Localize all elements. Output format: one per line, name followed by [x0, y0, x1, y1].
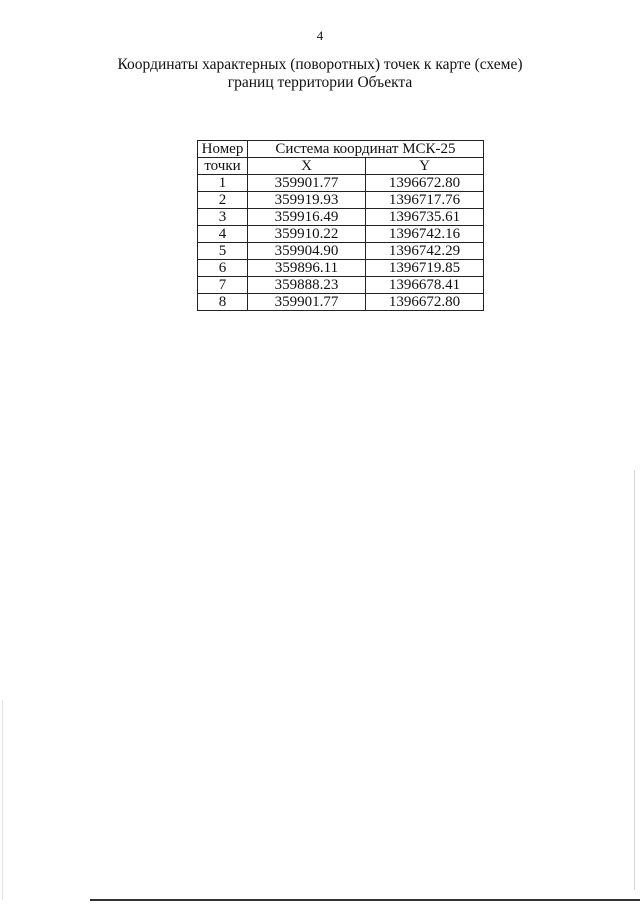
title-line-1: Координаты характерных (поворотных) точек к карте (схеме) [117, 56, 523, 73]
cell-y: 1396742.16 [366, 226, 484, 243]
cell-x: 359904.90 [248, 243, 366, 260]
table-row [198, 277, 484, 294]
cell-y: 1396719.85 [366, 260, 484, 277]
cell-x: 359910.22 [248, 226, 366, 243]
cell-y: 1396735.61 [366, 209, 484, 226]
header-number-line2: точки [198, 158, 248, 175]
cell-y: 1396742.29 [366, 243, 484, 260]
cell-x: 359901.77 [248, 294, 366, 311]
cell-x: 359896.11 [248, 260, 366, 277]
cell-x: 359919.93 [248, 192, 366, 209]
page-number: 4 [316, 28, 324, 43]
scan-artifact-bottom [90, 899, 640, 901]
table-row [198, 226, 484, 243]
table-row [198, 243, 484, 260]
cell-x: 359901.77 [248, 175, 366, 192]
cell-y: 1396678.41 [366, 277, 484, 294]
coordinates-table [197, 140, 484, 311]
cell-point-number: 2 [198, 192, 248, 209]
cell-y: 1396717.76 [366, 192, 484, 209]
scan-artifact-right [634, 470, 635, 890]
cell-point-number: 8 [198, 294, 248, 311]
cell-x: 359888.23 [248, 277, 366, 294]
cell-y: 1396672.80 [366, 294, 484, 311]
header-y: Y [366, 158, 484, 175]
scan-artifact-left [2, 700, 3, 900]
table-row [198, 175, 484, 192]
document-title [0, 56, 640, 92]
table-row [198, 209, 484, 226]
table-row [198, 260, 484, 277]
title-line-2: границ территории Объекта [227, 74, 413, 91]
cell-point-number: 6 [198, 260, 248, 277]
table-row [198, 192, 484, 209]
table-row [198, 294, 484, 311]
table-header-row-2 [198, 158, 484, 175]
cell-point-number: 3 [198, 209, 248, 226]
cell-x: 359916.49 [248, 209, 366, 226]
cell-point-number: 4 [198, 226, 248, 243]
cell-y: 1396672.80 [366, 175, 484, 192]
cell-point-number: 7 [198, 277, 248, 294]
header-x: X [248, 158, 366, 175]
cell-point-number: 5 [198, 243, 248, 260]
cell-point-number: 1 [198, 175, 248, 192]
table-header-row-1 [198, 141, 484, 158]
header-number-line1: Номер [198, 141, 248, 158]
header-coord-system: Система координат МСК-25 [248, 141, 484, 158]
